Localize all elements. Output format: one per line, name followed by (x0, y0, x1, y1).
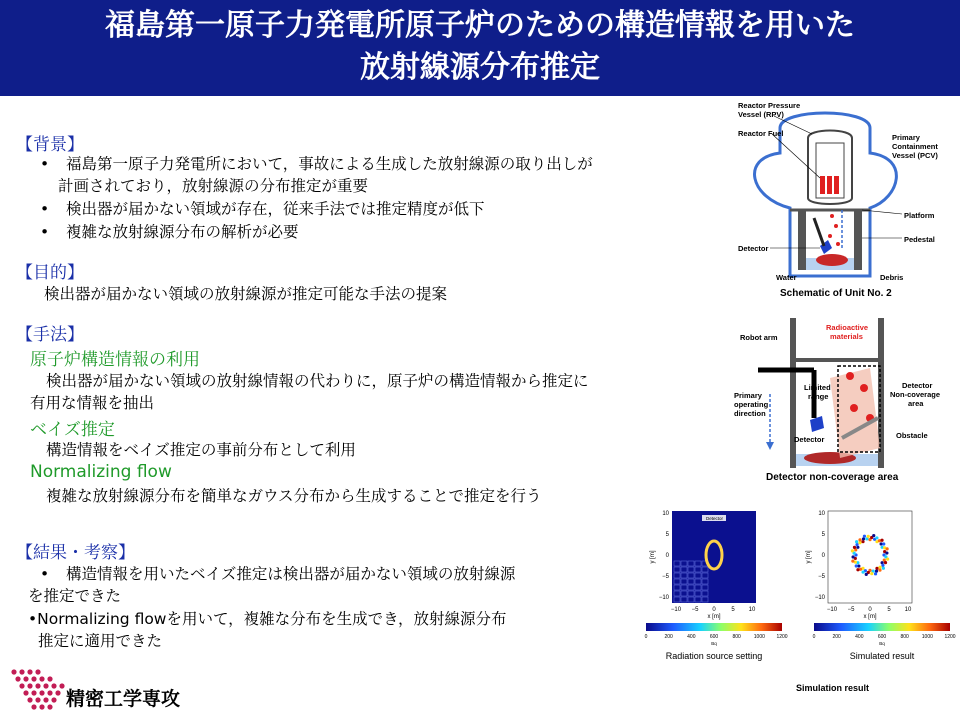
sim-point (875, 536, 878, 539)
colorbar-tick-label: 1200 (944, 634, 956, 640)
sim-point (874, 572, 877, 575)
colorbar-tick-label: 800 (732, 634, 741, 640)
label-water: Water (776, 273, 797, 282)
x-axis-label: x [m] (863, 614, 877, 620)
colorbar-tick-label: 200 (832, 634, 841, 640)
background-bullet-2 (40, 198, 485, 220)
background-heading: 【背景】 (16, 135, 84, 155)
logo-dot (31, 704, 36, 709)
y-tick-label: 5 (821, 532, 825, 538)
y-axis-label: y [m] (806, 550, 812, 564)
label-robot-arm: Robot arm (740, 333, 778, 342)
figure1-caption: Schematic of Unit No. 2 (780, 288, 892, 299)
y-tick-label: 0 (821, 553, 825, 559)
debris-drop (828, 234, 832, 238)
sim-point (886, 558, 889, 561)
label-platform: Platform (904, 211, 935, 220)
sim-point (884, 561, 887, 564)
colorbar-tick-label: 1000 (753, 634, 765, 640)
wall-left (790, 318, 796, 468)
colorbar-tick-label: 200 (664, 634, 673, 640)
label-limited1: Limited (804, 383, 831, 392)
logo-dot (43, 697, 48, 702)
logo-dot (43, 683, 48, 688)
sim-point (875, 567, 878, 570)
sim-point (861, 570, 864, 573)
figure3-caption: Simulation result (796, 683, 870, 693)
bullet-marker: • (40, 200, 50, 218)
colorbar-tick-label: 0 (812, 634, 816, 640)
sim-point (878, 566, 881, 569)
label-rpv2: Vessel (RPV) (738, 110, 784, 119)
sim-point (885, 551, 888, 554)
y-tick-label: −5 (662, 574, 669, 580)
y-tick-label: 0 (665, 553, 669, 559)
logo-text: 精密工学専攻 (66, 688, 181, 710)
fuel-rod (834, 176, 839, 194)
sim-point (872, 534, 875, 537)
logo-dot (39, 704, 44, 709)
logo-dot (39, 676, 44, 681)
x-tick-label: 0 (868, 607, 872, 613)
page-title-line2: 放射線源分布推定 (360, 50, 600, 85)
background-bullet-1-cont: 計画されており，放射線源の分布推定が重要 (58, 177, 369, 195)
y-axis-label: y [m] (650, 550, 656, 564)
x-tick-label: −10 (826, 607, 838, 613)
figure-simulation (638, 505, 958, 717)
x-tick-label: −5 (691, 607, 699, 613)
sim-point (862, 537, 865, 540)
detector-legend-label: Detector (706, 516, 724, 521)
y-tick-label: 10 (662, 511, 669, 517)
logo-dot (27, 683, 32, 688)
label-detector2: Detector (794, 435, 825, 444)
label-primary1: Primary (734, 391, 762, 400)
debris-drop (836, 242, 840, 246)
sim-point (882, 567, 885, 570)
logo-dot (27, 669, 32, 674)
label-pcv1: Primary (892, 133, 920, 142)
logo-dot (35, 669, 40, 674)
x-tick-label: 0 (712, 607, 716, 613)
colorbar-tick-label: 800 (900, 634, 909, 640)
method-1-title: 原子炉構造情報の利用 (30, 350, 200, 370)
label-radio2: materials (830, 332, 863, 341)
label-primary2: operating (734, 400, 769, 409)
sim-point (855, 564, 858, 567)
label-debris: Debris (880, 273, 904, 282)
figure-unit2-schematic (720, 98, 950, 310)
logo-dot (59, 683, 64, 688)
y-tick-label: −10 (658, 595, 669, 601)
page-title-line1: 福島第一原子力発電所原子炉のための構造情報を用いた (105, 8, 855, 43)
y-tick-label: 5 (665, 532, 669, 538)
method-1-line2: 有用な情報を抽出 (30, 394, 155, 412)
bullet-marker: • (40, 223, 50, 241)
sim-point (858, 538, 861, 541)
label-obstacle: Obstacle (896, 431, 928, 440)
label-detnc3: area (908, 399, 924, 408)
x-tick-label: 5 (731, 607, 735, 613)
left-plot-bg (672, 511, 756, 603)
y-tick-label: 10 (818, 511, 825, 517)
label-pedestal: Pedestal (904, 235, 935, 244)
logo-dot (35, 697, 40, 702)
department-logo (6, 664, 206, 716)
logo-dot (31, 690, 36, 695)
purpose-heading: 【目的】 (16, 263, 84, 283)
figure2-caption: Detector non-coverage area (766, 472, 899, 483)
background-bullet-3 (40, 221, 299, 243)
colorbar-tick-label: 1000 (921, 634, 933, 640)
label-detnc1: Detector (902, 381, 933, 390)
method-3-line1: 複雑な放射線源分布を簡単なガウス分布から生成することで推定を行う (46, 487, 542, 505)
method-2-title: ベイズ推定 (30, 420, 115, 440)
sim-point (881, 564, 884, 567)
purpose-text: 検出器が届かない領域の放射線源が推定可能な手法の提案 (44, 285, 448, 303)
sim-point (870, 572, 873, 575)
sim-point (855, 543, 858, 546)
label-detnc2: Non-coverage (890, 390, 941, 399)
sim-point (853, 546, 856, 549)
x-tick-label: 10 (748, 607, 756, 613)
bullet-marker: • (40, 565, 50, 583)
logo-dot (47, 704, 52, 709)
figure-noncoverage (730, 318, 955, 488)
y-tick-label: −5 (818, 574, 825, 580)
arrow-head-icon (766, 442, 774, 450)
radioactive-dot (850, 404, 858, 412)
x-axis-label: x [m] (707, 614, 721, 620)
colorbar-unit-left: Bq (711, 641, 717, 646)
colorbar-right (814, 623, 950, 631)
label-pcv2: Containment (892, 142, 938, 151)
method-heading: 【手法】 (16, 325, 84, 345)
sim-point (861, 540, 864, 543)
logo-dot (51, 683, 56, 688)
sim-point (882, 542, 885, 545)
debris-drop (830, 214, 834, 218)
label-detector: Detector (738, 244, 769, 253)
background-bullet-1-text: 福島第一原子力発電所において，事故による生成した放射線源の取り出しが (66, 155, 593, 173)
sim-point (851, 549, 854, 552)
sim-point (886, 547, 889, 550)
method-2-line1: 構造情報をベイズ推定の事前分布として利用 (46, 441, 356, 459)
sim-point (856, 568, 859, 571)
radioactive-dot (860, 384, 868, 392)
colorbar-tick-label: 400 (687, 634, 696, 640)
label-fuel: Reactor Fuel (738, 129, 784, 138)
sim-point (855, 540, 858, 543)
x-tick-label: −10 (670, 607, 682, 613)
results-line1: 構造情報を用いたベイズ推定は検出器が届かない領域の放射線源 (66, 565, 516, 583)
sim-point (851, 555, 854, 558)
logo-dot (35, 683, 40, 688)
colorbar-left (646, 623, 782, 631)
sim-point (851, 560, 854, 563)
sim-point (878, 569, 881, 572)
logo-dot (55, 690, 60, 695)
sim-point (858, 541, 861, 544)
logo-dot (27, 697, 32, 702)
right-plot-caption: Simulated result (849, 651, 915, 661)
debris-drop (834, 224, 838, 228)
results-line2: を推定できた (28, 587, 122, 605)
colorbar-tick-label: 0 (644, 634, 648, 640)
results-heading: 【結果・考察】 (16, 543, 135, 563)
logo-dot (47, 676, 52, 681)
sim-point (867, 535, 870, 538)
results-line3: •Normalizing flowを用いて，複雑な分布を生成でき，放射線源分布 (28, 610, 507, 628)
logo-dot (11, 669, 16, 674)
detector-shape (810, 416, 824, 432)
wall-top (790, 358, 884, 362)
colorbar-tick-label: 1200 (776, 634, 788, 640)
x-tick-label: −5 (847, 607, 855, 613)
colorbar-tick-label: 600 (877, 634, 887, 640)
left-plot-caption: Radiation source setting (665, 651, 763, 661)
label-primary3: direction (734, 409, 766, 418)
logo-dot (31, 676, 36, 681)
colorbar-tick-label: 600 (709, 634, 719, 640)
method-1-line1: 検出器が届かない領域の放射線情報の代わりに，原子炉の構造情報から推定に (46, 372, 589, 390)
logo-dot (39, 690, 44, 695)
results-bullet-1 (40, 563, 515, 585)
sim-point (875, 569, 878, 572)
logo-dot (47, 690, 52, 695)
colorbar-ticks (645, 634, 956, 640)
x-tick-label: 5 (887, 607, 891, 613)
colorbar-tick-label: 400 (855, 634, 864, 640)
pedestal-wall (798, 210, 806, 270)
fuel-rod (827, 176, 832, 194)
logo-dot (23, 676, 28, 681)
x-tick-label: 10 (904, 607, 912, 613)
bullet-marker: • (40, 155, 50, 173)
sim-point (880, 539, 883, 542)
background-bullet-3-text: 複雑な放射線源分布の解析が必要 (66, 223, 299, 241)
label-pcv3: Vessel (PCV) (892, 151, 938, 160)
results-line4: 推定に適用できた (38, 632, 163, 650)
logo-dot (19, 669, 24, 674)
label-radio1: Radioactive (826, 323, 869, 332)
debris-pile (816, 254, 848, 266)
logo-dot (19, 683, 24, 688)
right-plot-bg (828, 511, 912, 603)
title-bar (0, 0, 960, 96)
sim-point (865, 573, 868, 576)
fuel-rod (820, 176, 825, 194)
pedestal-wall (854, 210, 862, 270)
background-bullet-1 (40, 153, 593, 175)
background-bullet-2-text: 検出器が届かない領域が存在，従来手法では推定精度が低下 (66, 200, 485, 218)
method-3-title: Normalizing flow (30, 462, 172, 482)
sim-point (863, 535, 866, 538)
logo-dot (15, 676, 20, 681)
label-limited2: range (808, 392, 829, 401)
label-rpv: Reactor Pressure (738, 101, 801, 110)
colorbar-unit-right: Bq (879, 641, 885, 646)
y-tick-label: −10 (814, 595, 825, 601)
logo-dot (51, 697, 56, 702)
logo-dot (23, 690, 28, 695)
radioactive-dot (846, 372, 854, 380)
